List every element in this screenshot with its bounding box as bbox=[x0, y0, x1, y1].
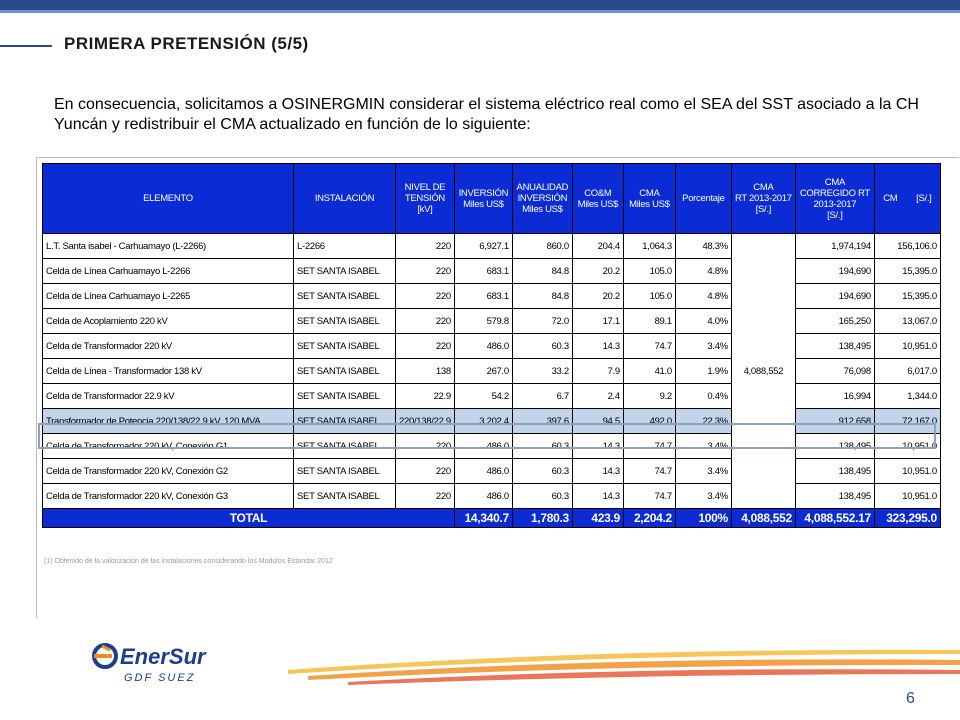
table-cell: 3.4% bbox=[675, 484, 731, 509]
table-cell: SET SANTA ISABEL bbox=[294, 484, 396, 509]
table-cell: 10,951.0 bbox=[874, 434, 940, 459]
header-line: INVERSIÓN bbox=[517, 193, 568, 204]
cma-rt-merged-cell: 4,088,552 bbox=[731, 234, 795, 509]
table-cell: SET SANTA ISABEL bbox=[294, 384, 396, 409]
table-cell: 16,994 bbox=[795, 384, 874, 409]
table-cell: 33.2 bbox=[512, 359, 572, 384]
header-line: TENSIÓN bbox=[404, 193, 445, 204]
table-cell: 54.2 bbox=[454, 384, 512, 409]
table-cell: 220 bbox=[396, 459, 455, 484]
table-cell: Celda de Línea - Transformador 138 kV bbox=[43, 359, 294, 384]
table-row bbox=[43, 234, 941, 259]
table-cell: 6.7 bbox=[512, 384, 572, 409]
table-row bbox=[43, 284, 941, 309]
table-cell: SET SANTA ISABEL bbox=[294, 259, 396, 284]
title-accent-line bbox=[0, 45, 52, 47]
header-cell bbox=[874, 164, 940, 234]
total-cell: 2,204.2 bbox=[623, 509, 675, 528]
table-cell: 579.8 bbox=[454, 309, 512, 334]
table-cell: 41.0 bbox=[623, 359, 675, 384]
table-cell: 22.3% bbox=[675, 409, 731, 434]
table-cell: SET SANTA ISABEL bbox=[294, 409, 396, 434]
table-cell: 194,690 bbox=[795, 259, 874, 284]
table-cell: Celda de Acoplamiento 220 kV bbox=[43, 309, 294, 334]
table-cell: 3.4% bbox=[675, 459, 731, 484]
table-cell: SET SANTA ISABEL bbox=[294, 309, 396, 334]
intro-paragraph: En consecuencia, solicitamos a OSINERGMIN considerar el sistema eléctrico real como el SEA del SST asociado a la CH Yuncán y redistribuir el CMA actualizado en función de lo siguiente: bbox=[54, 96, 919, 133]
table-cell: 20.2 bbox=[572, 259, 623, 284]
header-line: Miles US$ bbox=[522, 204, 563, 215]
table-cell: 486.0 bbox=[454, 334, 512, 359]
header-line: Miles US$ bbox=[629, 198, 670, 210]
table-cell: 165,250 bbox=[795, 309, 874, 334]
table-cell: 14.3 bbox=[572, 459, 623, 484]
header-cell bbox=[572, 164, 623, 234]
table-cell: 486.0 bbox=[454, 484, 512, 509]
logo-brand-text: EnerSur bbox=[120, 644, 206, 669]
table-cell: 156,106.0 bbox=[874, 234, 940, 259]
logo-sub-text: GDF SUEZ bbox=[124, 672, 196, 684]
header-cell bbox=[731, 164, 795, 234]
table-cell: 220 bbox=[396, 234, 455, 259]
table-cell: 912,658 bbox=[795, 409, 874, 434]
header-cell bbox=[396, 164, 455, 234]
table-cell: 220 bbox=[396, 484, 455, 509]
table-cell: 74.7 bbox=[623, 484, 675, 509]
header-line: NIVEL DE bbox=[404, 182, 446, 193]
table-row bbox=[43, 459, 941, 484]
header-line: CMA bbox=[753, 182, 774, 193]
table-cell: 220 bbox=[396, 434, 455, 459]
table-cell: 397.6 bbox=[512, 409, 572, 434]
header-line: CO&M bbox=[584, 187, 612, 199]
table-row bbox=[43, 334, 941, 359]
header-line: CMA bbox=[639, 187, 660, 199]
table-cell: SET SANTA ISABEL bbox=[294, 434, 396, 459]
header-cell bbox=[623, 164, 675, 234]
table-cell: 48.3% bbox=[675, 234, 731, 259]
footnote: (1) Obtenido de la valorización de las instalaciones considerando los Modulos Estandar 2012 bbox=[44, 558, 333, 565]
table-cell: 138,495 bbox=[795, 484, 874, 509]
table-cell: SET SANTA ISABEL bbox=[294, 359, 396, 384]
table-cell: 6,927.1 bbox=[454, 234, 512, 259]
table-cell: 22.9 bbox=[396, 384, 455, 409]
total-cell: 4,088,552.17 bbox=[795, 509, 874, 528]
table-cell: 1,064.3 bbox=[623, 234, 675, 259]
table-cell: 89.1 bbox=[623, 309, 675, 334]
total-cell: 1,780.3 bbox=[512, 509, 572, 528]
table-cell: 14.3 bbox=[572, 334, 623, 359]
table-cell: 683.1 bbox=[454, 259, 512, 284]
top-accent-stripe bbox=[0, 10, 960, 13]
table-cell: 15,395.0 bbox=[874, 259, 940, 284]
table-cell: 72,167.0 bbox=[874, 409, 940, 434]
cma-table bbox=[42, 163, 941, 528]
total-cell: TOTAL bbox=[43, 509, 455, 528]
table-cell: Celda de Transformador 220 kV, Conexión G1 bbox=[43, 434, 294, 459]
table-cell: 138 bbox=[396, 359, 455, 384]
total-row bbox=[43, 509, 941, 528]
header-line: Miles US$ bbox=[463, 198, 504, 210]
table-cell: 486.0 bbox=[454, 434, 512, 459]
enersur-logo bbox=[88, 636, 228, 686]
table-cell: 3,202.4 bbox=[454, 409, 512, 434]
table-cell: 2.4 bbox=[572, 384, 623, 409]
table-cell: 0.4% bbox=[675, 384, 731, 409]
table-row bbox=[43, 434, 941, 459]
header-line: [S/.] bbox=[827, 209, 843, 221]
header-cell bbox=[43, 164, 294, 234]
table-cell: 84.8 bbox=[512, 259, 572, 284]
table-cell: 14.3 bbox=[572, 434, 623, 459]
table-cell: 4.0% bbox=[675, 309, 731, 334]
table-cell: 10,951.0 bbox=[874, 334, 940, 359]
header-cell bbox=[675, 164, 731, 234]
table-cell: 204.4 bbox=[572, 234, 623, 259]
header-line: ELEMENTO bbox=[143, 193, 193, 204]
top-accent-bar bbox=[0, 0, 960, 10]
table-cell: 15,395.0 bbox=[874, 284, 940, 309]
table-cell: 94.5 bbox=[572, 409, 623, 434]
table-cell: Celda de Transformador 220 kV, Conexión G2 bbox=[43, 459, 294, 484]
header-line: [S/.] bbox=[755, 204, 772, 215]
header-line: Porcentaje bbox=[682, 193, 725, 204]
table-cell: 220 bbox=[396, 309, 455, 334]
slide-title: PRIMERA PRETENSIÓN (5/5) bbox=[64, 34, 309, 53]
header-line: CORREGIDO RT bbox=[799, 187, 870, 199]
table-cell: 4.8% bbox=[675, 284, 731, 309]
decorative-swoosh bbox=[288, 640, 960, 688]
header-line: RT 2013-2017 bbox=[734, 193, 792, 204]
table-cell: 3.4% bbox=[675, 334, 731, 359]
table-cell: 138,495 bbox=[795, 434, 874, 459]
table-cell: 10,951.0 bbox=[874, 459, 940, 484]
table-cell: SET SANTA ISABEL bbox=[294, 459, 396, 484]
table-cell: 3.4% bbox=[675, 434, 731, 459]
table-row bbox=[43, 259, 941, 284]
table-cell: 220 bbox=[396, 284, 455, 309]
total-cell: 323,295.0 bbox=[874, 509, 940, 528]
table-cell: 1,344.0 bbox=[874, 384, 940, 409]
table-cell: 860.0 bbox=[512, 234, 572, 259]
table-cell: 683.1 bbox=[454, 284, 512, 309]
table-cell: 7.9 bbox=[572, 359, 623, 384]
table-row bbox=[43, 409, 941, 434]
table-cell: SET SANTA ISABEL bbox=[294, 284, 396, 309]
table-cell: 84.8 bbox=[512, 284, 572, 309]
total-cell: 4,088,552 bbox=[731, 509, 795, 528]
header-line: INVERSIÓN bbox=[458, 187, 509, 199]
table-cell: 138,495 bbox=[795, 334, 874, 359]
header-cell bbox=[512, 164, 572, 234]
total-cell: 100% bbox=[675, 509, 731, 528]
table-cell: 486.0 bbox=[454, 459, 512, 484]
table-cell: 105.0 bbox=[623, 259, 675, 284]
table-cell: L.T. Santa isabel - Carhuamayo (L-2266) bbox=[43, 234, 294, 259]
table-cell: 17.1 bbox=[572, 309, 623, 334]
table-cell: Celda de Línea Carhuamayo L-2265 bbox=[43, 284, 294, 309]
table-cell: L-2266 bbox=[294, 234, 396, 259]
table-cell: 72.0 bbox=[512, 309, 572, 334]
header-line: CM [S/.] bbox=[883, 193, 932, 204]
page-number: 6 bbox=[906, 690, 915, 707]
header-line: 2013-2017 bbox=[813, 198, 857, 210]
header-cell bbox=[294, 164, 396, 234]
table-cell: Celda de Transformador 220 kV bbox=[43, 334, 294, 359]
table-cell: 60.3 bbox=[512, 484, 572, 509]
table-cell: 220 bbox=[396, 334, 455, 359]
table-cell: Transformador de Potencia 220/138/22.9 kV, 120 MVA bbox=[43, 409, 294, 434]
table-header-row bbox=[43, 164, 941, 234]
table-cell: 60.3 bbox=[512, 334, 572, 359]
header-line: INSTALACIÓN bbox=[314, 193, 375, 204]
table-cell: 4.8% bbox=[675, 259, 731, 284]
table-cell: 220 bbox=[396, 259, 455, 284]
table-cell: 138,495 bbox=[795, 459, 874, 484]
table-cell: 74.7 bbox=[623, 334, 675, 359]
table-cell: SET SANTA ISABEL bbox=[294, 334, 396, 359]
table-cell: Celda de Transformador 220 kV, Conexión G3 bbox=[43, 484, 294, 509]
table-cell: 1,974,194 bbox=[795, 234, 874, 259]
table-row bbox=[43, 359, 941, 384]
header-line: CMA bbox=[824, 176, 845, 188]
table-row bbox=[43, 384, 941, 409]
table-cell: 220/138/22.9 bbox=[396, 409, 455, 434]
table-cell: 76,098 bbox=[795, 359, 874, 384]
table-cell: Celda de Línea Carhuamayo L-2266 bbox=[43, 259, 294, 284]
header-cell bbox=[795, 164, 874, 234]
table-cell: 105.0 bbox=[623, 284, 675, 309]
header-line: [kV] bbox=[417, 204, 433, 215]
table-cell: 9.2 bbox=[623, 384, 675, 409]
header-cell bbox=[454, 164, 512, 234]
table-cell: 1.9% bbox=[675, 359, 731, 384]
table-cell: 194,690 bbox=[795, 284, 874, 309]
table-cell: 60.3 bbox=[512, 459, 572, 484]
table-cell: 267.0 bbox=[454, 359, 512, 384]
table-cell: 6,017.0 bbox=[874, 359, 940, 384]
table-cell: 74.7 bbox=[623, 434, 675, 459]
table-cell: 10,951.0 bbox=[874, 484, 940, 509]
total-cell: 14,340.7 bbox=[454, 509, 512, 528]
header-line: ANUALIDAD bbox=[516, 182, 569, 193]
table-cell: 74.7 bbox=[623, 459, 675, 484]
table-cell: 492.0 bbox=[623, 409, 675, 434]
table-cell: Celda de Transformador 22.9 kV bbox=[43, 384, 294, 409]
table-row bbox=[43, 484, 941, 509]
header-line: Miles US$ bbox=[577, 198, 619, 210]
table-row bbox=[43, 309, 941, 334]
table-cell: 13,067.0 bbox=[874, 309, 940, 334]
table-cell: 20.2 bbox=[572, 284, 623, 309]
total-cell: 423.9 bbox=[572, 509, 623, 528]
logo-emblem-icon bbox=[94, 645, 116, 667]
table-cell: 60.3 bbox=[512, 434, 572, 459]
table-cell: 14.3 bbox=[572, 484, 623, 509]
